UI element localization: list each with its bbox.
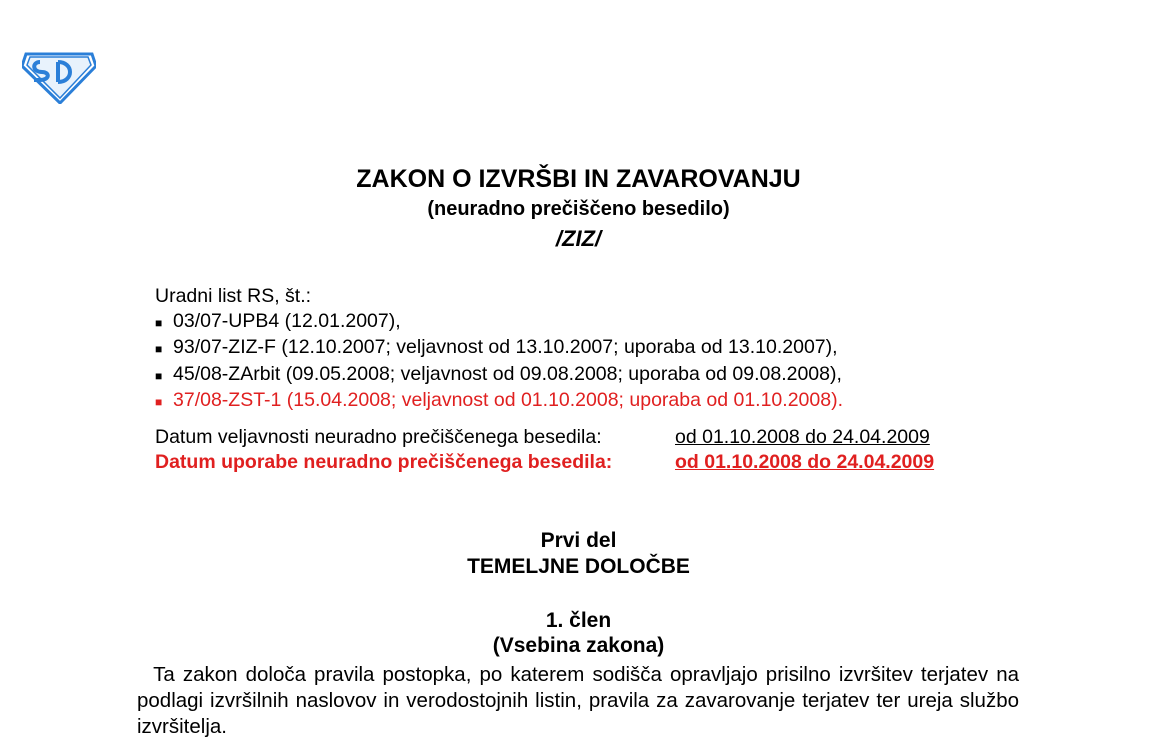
bullet-icon: ■ <box>155 342 163 356</box>
list-item <box>155 309 843 336</box>
sd-logo <box>22 48 96 104</box>
list-item <box>155 388 843 415</box>
article-text: Ta zakon določa pravila postopka, po katerem sodišča opravljajo prisilno izvršitev terjatev na podlagi izvršilnih naslovov in verodostojnih listin, pravila za zavarovanje terjatev ter ureja službo izvršitelja. <box>137 663 1019 738</box>
gazette-entry: 45/08-ZArbit (09.05.2008; veljavnost od 09.08.2008; uporaba od 09.08.2008), <box>173 362 842 385</box>
list-item <box>155 335 843 362</box>
bullet-icon: ■ <box>155 368 163 383</box>
document-abbreviation: /ZIZ/ <box>555 226 602 251</box>
list-item <box>155 362 843 389</box>
article-heading: (Vsebina zakona) <box>492 634 665 657</box>
bullet-icon: ■ <box>155 395 163 409</box>
application-label: Datum uporabe neuradno prečiščenega besedila: <box>155 451 613 473</box>
part-number: Prvi del <box>540 529 617 552</box>
validity-value: od 01.10.2008 do 24.04.2009 <box>675 426 930 448</box>
validity-label: Datum veljavnosti neuradno prečiščenega besedila: <box>155 426 602 448</box>
gazette-list <box>155 284 843 415</box>
application-value: od 01.10.2008 do 24.04.2009 <box>675 451 935 473</box>
bullet-icon: ■ <box>155 315 163 330</box>
document-title: ZAKON O IZVRŠBI IN ZAVAROVANJU <box>356 165 801 193</box>
gazette-entry-highlighted: 37/08-ZST-1 (15.04.2008; veljavnost od 01.10.2008; uporaba od 01.10.2008). <box>173 389 843 411</box>
validity-row <box>155 425 934 450</box>
gazette-entry: 03/07-UPB4 (12.01.2007), <box>173 309 401 332</box>
document-subtitle: (neuradno prečiščeno besedilo) <box>427 198 730 220</box>
gazette-label: Uradni list RS, št.: <box>155 285 312 307</box>
gazette-entry: 93/07-ZIZ-F (12.10.2007; veljavnost od 13.10.2007; uporaba od 13.10.2007), <box>173 336 838 358</box>
application-row <box>155 450 934 475</box>
article-number: 1. člen <box>545 609 612 632</box>
date-info <box>155 425 934 475</box>
part-name: TEMELJNE DOLOČBE <box>467 555 690 578</box>
